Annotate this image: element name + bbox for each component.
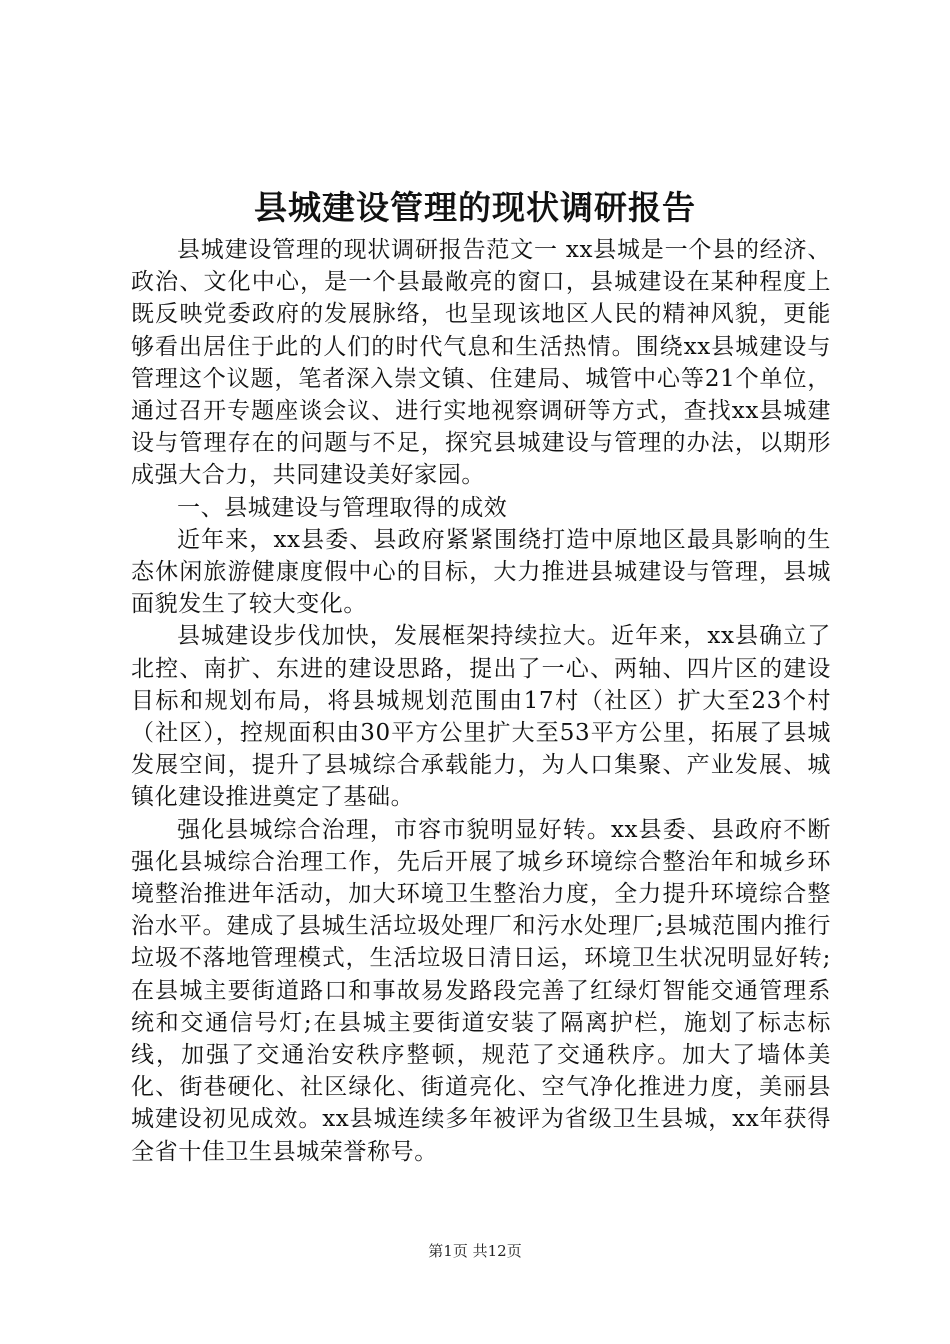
paragraph-construction-pace: 县城建设步伐加快，发展框架持续拉大。近年来，xx县确立了北控、南扩、东进的建设思路，提出了一心、两轴、四片区的建设目标和规划布局，将县城规划范围由17村（社区）扩大至23个村（社区），控规面积由30平方公里扩大至53平方公里，拓展了县城发展空间，提升了县城综合承载能力，为人口集聚、产业发展、城镇化建设推进奠定了基础。 — [131, 623, 831, 811]
section-heading-achievements: 一、县城建设与管理取得的成效 — [177, 494, 508, 521]
page-footer: 第1页 共12页 — [428, 1242, 522, 1260]
document-body — [131, 234, 831, 1168]
paragraph-recent-years: 近年来，xx县委、县政府紧紧围绕打造中原地区最具影响的生态休闲旅游健康度假中心的目标，大力推进县城建设与管理，县城面貌发生了较大变化。 — [131, 526, 831, 618]
paragraph-intro: 县城建设管理的现状调研报告范文一 xx县城是一个县的经济、政治、文化中心，是一个县最敞亮的窗口，县城建设在某种程度上既反映党委政府的发展脉络，也呈现该地区人民的精神风貌，更能够看出居住于此的人们的时代气息和生活热情。围绕xx县城建设与管理这个议题，笔者深入崇文镇、住建局、城管中心等21个单位，通过召开专题座谈会议、进行实地视察调研等方式，查找xx县城建设与管理存在的问题与不足，探究县城建设与管理的办法，以期形成强大合力，共同建设美好家园。 — [131, 237, 831, 489]
document-title: 县城建设管理的现状调研报告 — [254, 188, 696, 227]
paragraph-comprehensive-governance: 强化县城综合治理，市容市貌明显好转。xx县委、县政府不断强化县城综合治理工作，先后开展了城乡环境综合整治年和城乡环境整治推进年活动，加大环境卫生整治力度，全力提升环境综合整治水平。建成了县城生活垃圾处理厂和污水处理厂;县城范围内推行垃圾不落地管理模式，生活垃圾日清日运，环境卫生状况明显好转;在县城主要街道路口和事故易发路段完善了红绿灯智能交通管理系统和交通信号灯;在县城主要街道安装了隔离护栏，施划了标志标线，加强了交通治安秩序整顿，规范了交通秩序。加大了墙体美化、街巷硬化、社区绿化、街道亮化、空气净化推进力度，美丽县城建设初见成效。xx县城连续多年被评为省级卫生县城，xx年获得全省十佳卫生县城荣誉称号。 — [131, 816, 831, 1165]
